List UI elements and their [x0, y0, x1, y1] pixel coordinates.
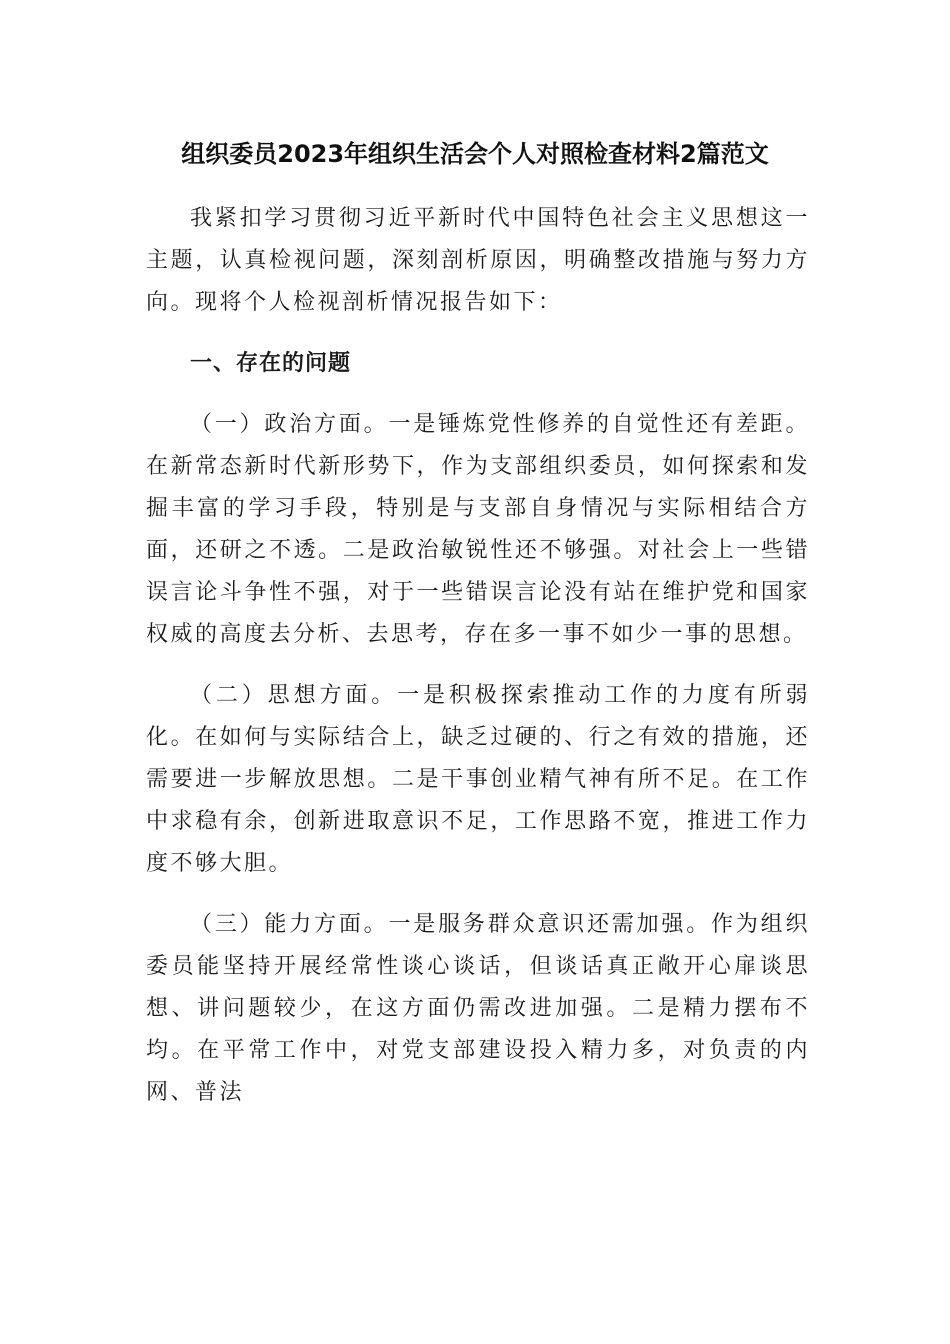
intro-paragraph: 我紧扣学习贯彻习近平新时代中国特色社会主义思想这一主题，认真检视问题，深刻剖析原因，明确整改措施与努力方向。现将个人检视剖析情况报告如下： [146, 206, 810, 315]
section-heading: 一、存在的问题 [190, 351, 352, 376]
political-paragraph: （一）政治方面。一是锤炼党性修养的自觉性还有差距。在新常态新时代新形势下，作为支部组织委员，如何探索和发掘丰富的学习手段，特别是与支部自身情况与实际相结合方面，还研之不透。二是政治敏锐性还不够强。对社会上一些错误言论斗争性不强，对于一些错误言论没有站在维护党和国家权威的高度去分析、去思考，存在多一事不如少一事的思想。 [146, 412, 810, 647]
ability-paragraph: （三）能力方面。一是服务群众意识还需加强。作为组织委员能坚持开展经常性谈心谈话，但谈话真正敞开心扉谈思想、讲问题较少，在这方面仍需改进加强。二是精力摆布不均。在平常工作中，对党支部建设投入精力多，对负责的内网、普法 [146, 912, 810, 1105]
document-body [146, 198, 810, 1133]
document-title: 组织委员2023年组织生活会个人对照检查材料2篇范文 [181, 140, 769, 168]
thought-paragraph: （二）思想方面。一是积极探索推动工作的力度有所弱化。在如何与实际结合上，缺乏过硬的、行之有效的措施，还需要进一步解放思想。二是干事创业精气神有所不足。在工作中求稳有余，创新进取意识不足，工作思路不宽，推进工作力度不够大胆。 [146, 683, 810, 876]
